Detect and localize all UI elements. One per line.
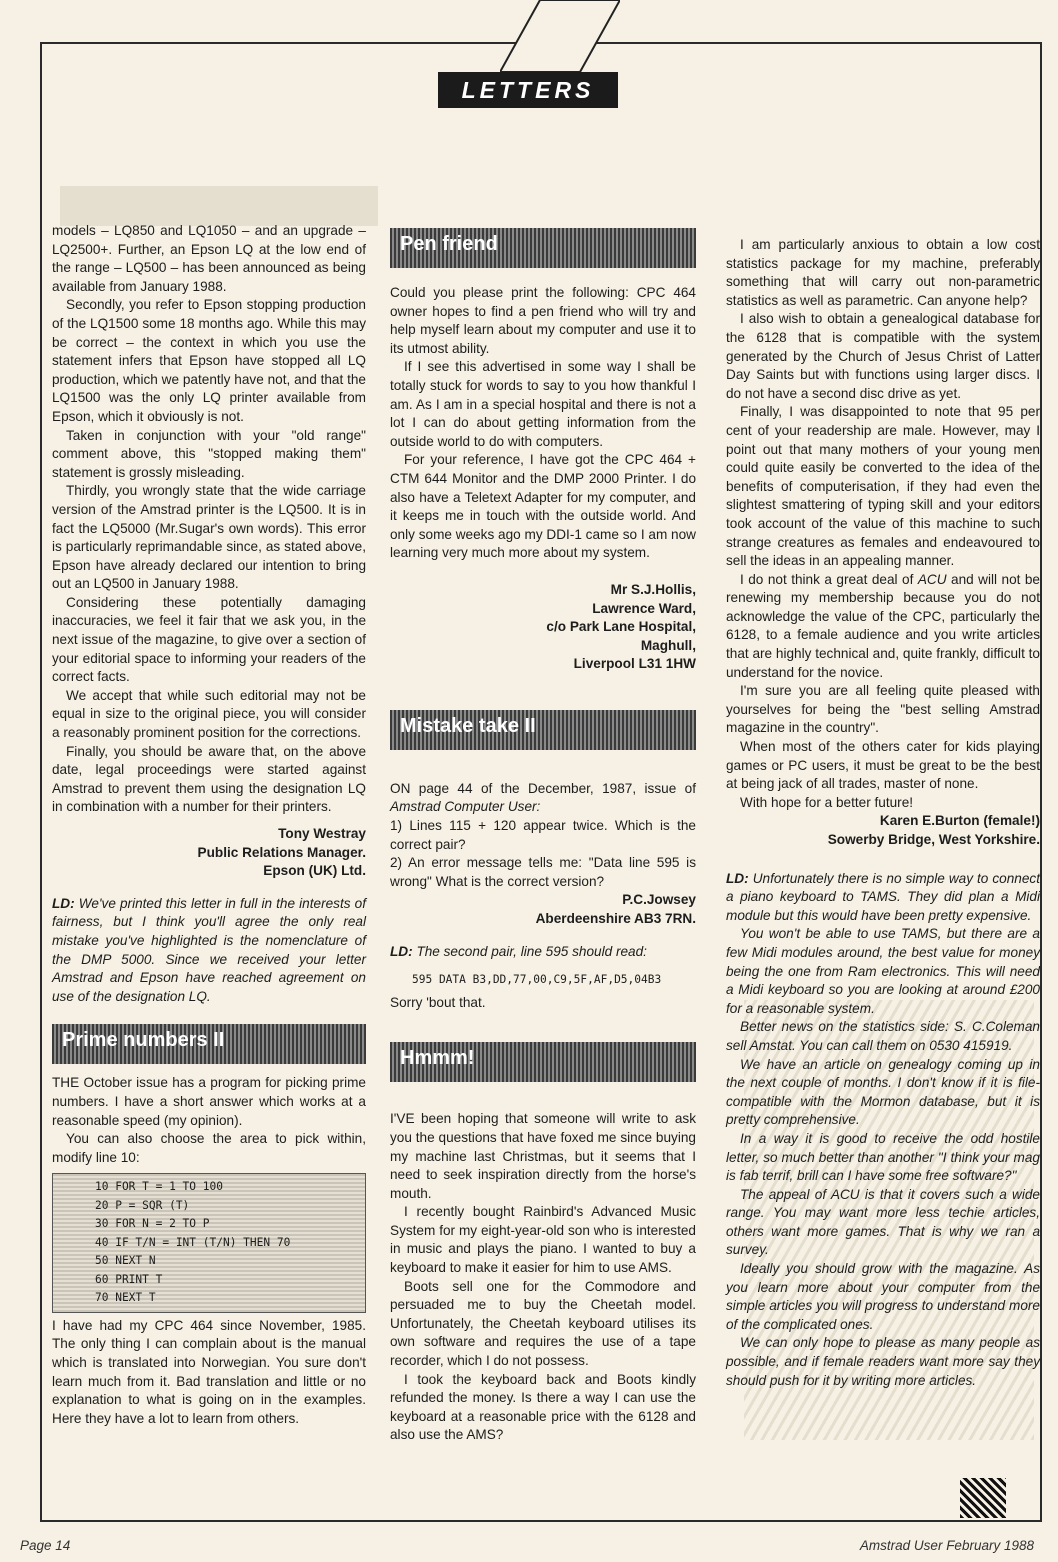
code-line: 10 FOR T = 1 TO 100 — [95, 1180, 223, 1194]
body-paragraph: Boots sell one for the Commodore and persuaded me to buy the Cheetah model. Unfortunately, the Cheetah keyboard utilises its own software and requires the use of a tape recorder, which I do not possess. — [390, 1278, 696, 1369]
section-title: LETTERS — [461, 77, 595, 103]
signature-line: c/o Park Lane Hospital, — [546, 619, 696, 635]
signature-line: Public Relations Manager. — [197, 844, 366, 860]
ld-paragraph: You won't be able to use TAMS, but there are a few Midi modules around, the best value for money being the one from Ram electronics. This will need a Midi keyboard so you are looking at around £200 for a reasonable system. — [726, 926, 1040, 1016]
ld-reply-text: We've printed this letter in full in the interests of fairness, but I think you'll agree the only real mistake you've highlighted is the nomenclature of the DMP 5000. Since we received your letter Amstrad and Epson have reached agreement on use of the designation LQ. — [52, 895, 366, 1004]
faded-header-area — [60, 186, 378, 226]
code-listing — [52, 1173, 366, 1313]
body-paragraph: We accept that while such editorial may not be equal in size to the original piece, you will consider a reasonably prominent position for the corrections. — [52, 687, 366, 741]
body-paragraph: You can also choose the area to pick within, modify line 10: — [52, 1131, 366, 1165]
body-paragraph: Thirdly, you wrongly state that the wide carriage version of the Amstrad printer is the LQ500. It is in fact the LQ5000 (Mr.Sugar's own words). This error is particularly reprimandable since, as stated above, Epson have already declared our intention to bring out an LQ500 in January 1988. — [52, 483, 366, 592]
signature-line: Lawrence Ward, — [592, 600, 696, 616]
body-paragraph: Finally, you should be aware that, on the above date, legal proceedings were started against Amstrad to prevent them using the designation LQ in combination with a number for their printers. — [52, 743, 366, 815]
column-1 — [52, 222, 366, 1428]
body-paragraph: THE October issue has a program for picking prime numbers. I have a short answer which works at a reasonable speed (my opinion). — [52, 1075, 366, 1128]
body-paragraph: I do not think a great deal of ACU and will not be renewing my membership because you do not acknowledge the value of the CPC, particularly the 6128, to a female audience and you write articles that are highly technical and, quite frankly, difficult to understand for the novice. — [726, 571, 1040, 680]
body-paragraph: Considering these potentially damaging inaccuracies, we feel it fair that we ask you, in the next issue of the magazine, to give over a section of your editorial space to informing your readers of the correct facts. — [52, 594, 366, 685]
body-paragraph: models – LQ850 and LQ1050 – and an upgrade – LQ2500+. Further, an Epson LQ at the low end of the range – LQ500 – has been announced as being available from January 1988. — [52, 223, 366, 294]
code-line: 30 FOR N = 2 TO P — [95, 1217, 210, 1231]
ld-paragraph: The appeal of ACU is that it covers such a wide range. You may want more less techie articles, others want more games. That is why we ran a survey. — [726, 1186, 1040, 1258]
code-line: 40 IF T/N = INT (T/N) THEN 70 — [95, 1235, 291, 1249]
body-paragraph: For your reference, I have got the CPC 464 + CTM 644 Monitor and the DMP 2000 Printer. I do also have a Teletext Adapter for my computer, and it keeps me in touch with the outside world. And only some weeks ago my DDI-1 came so I am now learning very much more about my system. — [390, 452, 696, 561]
signature-line: Sowerby Bridge, West Yorkshire. — [827, 832, 1040, 847]
code-line: 50 NEXT N — [95, 1254, 156, 1268]
body-paragraph: I took the keyboard back and Boots kindly refunded the money. Is there a way I can use the keyboard at a reasonable price with the 6128 and also use the AMS? — [390, 1371, 696, 1443]
heading-mistake-take: Mistake take II — [390, 710, 696, 750]
body-paragraph: If I see this advertised in some way I shall be totally stuck for words to say to you how thankful I am. As I am in a special hospital and there is not a lot I can do about getting information from the outside world to do with computers. — [390, 359, 696, 449]
code-line: 60 PRINT T — [95, 1272, 163, 1286]
body-paragraph: I'm sure you are all feeling quite pleased with yourselves for being the "best selling Amstrad magazine in the country". — [726, 683, 1040, 736]
code-line: 70 NEXT T — [95, 1291, 156, 1305]
ld-paragraph: Better news on the statistics side: S. C.Coleman sell Amstat. You can call them on 0530 415919. — [726, 1019, 1040, 1053]
signature-line: Liverpool L31 1HW — [573, 656, 696, 672]
signature-line: Mr S.J.Hollis, — [610, 581, 696, 597]
end-mark-graphic — [960, 1478, 1006, 1518]
editor-reply — [52, 895, 366, 1007]
body-paragraph: Taken in conjunction with your "old range" comment above, this "stopped making them" statement is grossly misleading. — [52, 427, 366, 480]
body-paragraph: With hope for a better future! — [740, 794, 914, 810]
body-paragraph: 2) An error message tells me: "Data line 595 is wrong" What is the correct version? — [390, 855, 696, 889]
body-paragraph: I have had my CPC 464 since November, 1985. The only thing I can complain about is the manual which is translated into Norwegian. You sure don't learn much from it. Bad translation and little or no explanation to what is going on in the examples. Here they have a lot to learn from others. — [52, 1317, 366, 1426]
signature-line: P.C.Jowsey — [622, 892, 696, 908]
body-paragraph: When most of the others cater for kids playing games or PC users, it must be great to be the best at being jack of all trades, master of none. — [726, 739, 1040, 792]
signature-line: Epson (UK) Ltd. — [263, 863, 366, 879]
editor-reply: LD: The second pair, line 595 should read: — [390, 943, 647, 959]
column-3 — [726, 236, 1040, 1390]
issue-label: Amstrad User February 1988 — [859, 1538, 1034, 1553]
body-paragraph: 1) Lines 115 + 120 appear twice. Which is the correct pair? — [390, 818, 696, 852]
section-banner — [438, 72, 618, 108]
ld-paragraph: We have an article on genealogy coming up in the next couple of months. I don't know if it is file-compatible with the Mormon database, but it is pretty comprehensive. — [726, 1056, 1040, 1128]
body-paragraph: Finally, I was disappointed to note that 95 per cent of your readership are male. However, may I point out that many mothers of your young men could quite easily be converted to the idea of the benefits of computerisation, if they had even the slightest smattering of typing skill and your editors took account of the value of this machine to such strange creatures as females and endeavoured to sell the ideas in an appealing manner. — [726, 404, 1040, 569]
ld-label: LD: — [390, 943, 413, 959]
ld-paragraph: Ideally you should grow with the magazine. As you learn more about your computer from the simple articles you will progress to understand more of the complicated ones. — [726, 1261, 1040, 1332]
signature-line: Maghull, — [640, 637, 696, 653]
heading-hmmm: Hmmm! — [390, 1042, 696, 1082]
body-paragraph: I'VE been hoping that someone will write to ask you the questions that have foxed me since buying my machine last Christmas, but it seems that I need to seek inspiration directly from the horse's mouth. — [390, 1111, 696, 1201]
heading-pen-friend: Pen friend — [390, 228, 696, 268]
body-paragraph: I recently bought Rainbird's Advanced Music System for my eight-year-old son who is interested in music and plays the piano. I wanted to buy a keyboard to make it easier for him to use AMS. — [390, 1204, 696, 1276]
ld-label: LD: — [726, 870, 749, 886]
body-paragraph: I also wish to obtain a genealogical database for the 6128 that is compatible with the system generated by the Church of Jesus Christ of Latter Day Saints but with functions using larger discs. I do not have a second disc drive as yet. — [726, 311, 1040, 401]
signature-line: Aberdeenshire AB3 7RN. — [535, 911, 696, 927]
page-number: Page 14 — [20, 1538, 71, 1553]
ld-label: LD: — [52, 895, 75, 911]
ld-paragraph: In a way it is good to receive the odd hostile letter, so much better than another "I think your mag is fab terrif, brill can I have some free software?" — [726, 1130, 1040, 1184]
ld-paragraph: We can only hope to please as many people as possible, and if female readers want more say they should push for it by writing more articles. — [726, 1335, 1040, 1388]
code-line: 20 P = SQR (T) — [95, 1198, 190, 1212]
body-paragraph: Sorry 'bout that. — [390, 994, 486, 1010]
heading-prime-numbers: Prime numbers II — [52, 1024, 366, 1064]
column-2 — [390, 228, 696, 1445]
signature-line: Karen E.Burton (female!) — [879, 813, 1040, 829]
body-paragraph: ON page 44 of the December, 1987, issue of Amstrad Computer User: — [390, 780, 696, 815]
editor-reply: LD: Unfortunately there is no simple way to connect a piano keyboard to TAMS. They did plan a Midi module but this would have been pretty expensive. You won't be able to use TAMS, but there are a few Midi modules around, the best value for money being the one from Ram electronics. This will need a Midi keyboard so you are looking at around £200 for a reasonable system. Better news on the statistics side: S. C.Coleman sell Amstat. You can call them on 0530 415919. We have an article on genealogy coming up in the next couple of months. I don't know if it is file-compatible with the Mormon database, but it is pretty comprehensive. In a way it is good to receive the odd hostile letter, so much better than another "I think your mag is fab terrif, brill can I have some free software?" The appeal of ACU is that it covers such a wide range. You may want more less techie articles, others want more games. That is why we ran a survey. Ideally you should grow with the magazine. As you learn more about your computer from the simple articles you will progress to understand more of the complicated ones. We can only hope to please as many people as possible, and if female readers want more say they should push for it by writing more articles. — [726, 870, 1040, 1391]
signature-line: Tony Westray — [278, 826, 366, 841]
body-paragraph: I am particularly anxious to obtain a low cost statistics package for my machine, preferably something that will carry out non-parametric statistics as well as parametric. Can anyone help? — [726, 237, 1040, 308]
code-line: 595 DATA B3,DD,77,00,C9,5F,AF,D5,04B3 — [412, 973, 662, 987]
body-paragraph: Secondly, you refer to Epson stopping production of the LQ1500 some 18 months ago. While this may be correct – the context in which you use the statement infers that Epson have stopped all LQ production, which we patently have not, and that the LQ1500 was the only LQ printer available from Epson, which it obviously is not. — [52, 297, 366, 424]
header-stripe-graphic — [500, 0, 620, 72]
body-paragraph: Could you please print the following: CPC 464 owner hopes to find a pen friend who will try and help myself learn about my computer and use it to its utmost ability. — [390, 285, 696, 356]
